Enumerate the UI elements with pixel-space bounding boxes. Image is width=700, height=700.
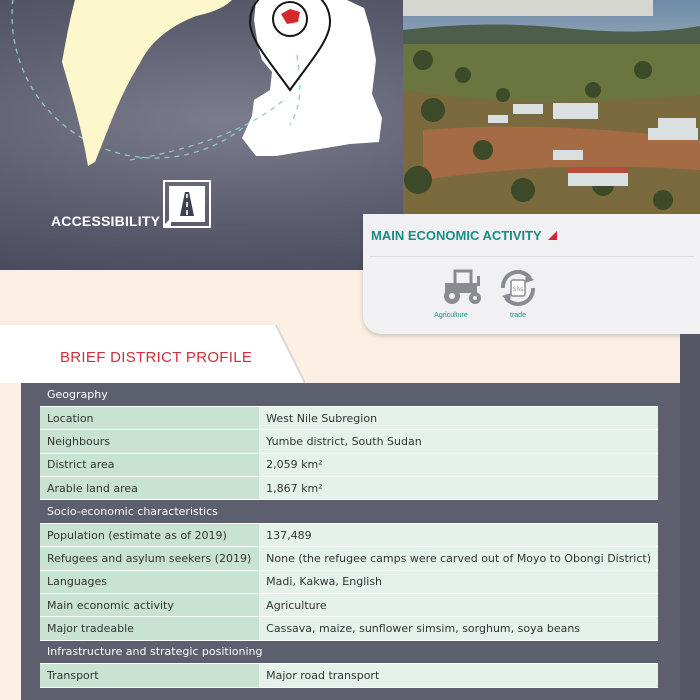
- row-value: Cassava, maize, sunflower simsim, sorghum, soya beans: [259, 617, 658, 640]
- divider: [369, 256, 694, 257]
- right-edge-band: [680, 334, 700, 700]
- section-header-row: [40, 383, 658, 406]
- row-value: Agriculture: [259, 594, 658, 617]
- row-label: Neighbours: [40, 430, 259, 453]
- section-header: Infrastructure and strategic positioning: [40, 640, 658, 663]
- row-label: District area: [40, 453, 259, 476]
- row-value: 1,867 km²: [259, 477, 658, 500]
- economic-activity-title: [371, 228, 557, 243]
- row-label: Major tradeable: [40, 617, 259, 640]
- row-value: Yumbe district, South Sudan: [259, 430, 658, 453]
- table-row: [40, 547, 658, 570]
- table-row: [40, 477, 658, 500]
- row-label: Transport: [40, 664, 259, 687]
- table-row: [40, 406, 658, 429]
- row-label: Arable land area: [40, 477, 259, 500]
- road-glyph: [169, 186, 205, 222]
- row-value: Major road transport: [259, 664, 658, 687]
- section-header: Socio-economic characteristics: [40, 500, 658, 523]
- trade-icon: [497, 267, 539, 314]
- district-aerial-photo: [403, 0, 700, 214]
- road-icon: [163, 180, 211, 228]
- location-map: [0, 0, 403, 270]
- row-value: Madi, Kakwa, English: [259, 570, 658, 593]
- tractor-icon: [441, 268, 485, 311]
- table-row: [40, 664, 658, 687]
- row-label: Population (estimate as of 2019): [40, 523, 259, 546]
- economic-activity-title-text: MAIN ECONOMIC ACTIVITY: [371, 228, 542, 243]
- district-profile-table: [40, 383, 658, 688]
- photo-caption-bar: [403, 0, 653, 16]
- row-value: West Nile Subregion: [259, 406, 658, 429]
- section-header-row: [40, 640, 658, 663]
- section-header-row: [40, 500, 658, 523]
- accessibility-text: ACCESSIBILITY: [51, 213, 161, 229]
- table-row: [40, 617, 658, 640]
- row-value: 2,059 km²: [259, 453, 658, 476]
- economic-activity-card: [363, 214, 700, 334]
- section-header: Geography: [40, 383, 658, 406]
- row-label: Refugees and asylum seekers (2019): [40, 547, 259, 570]
- svg-text:Shs: Shs: [512, 286, 524, 293]
- accessibility-label: [51, 213, 171, 229]
- row-label: Languages: [40, 570, 259, 593]
- district-map: [62, 0, 232, 166]
- table-row: [40, 453, 658, 476]
- table-row: [40, 523, 658, 546]
- table-row: [40, 430, 658, 453]
- triangle-marker-icon: [548, 231, 557, 240]
- row-value: 137,489: [259, 523, 658, 546]
- row-label: Location: [40, 406, 259, 429]
- profile-title: BRIEF DISTRICT PROFILE: [60, 349, 253, 366]
- table-row: [40, 594, 658, 617]
- table-row: [40, 570, 658, 593]
- row-label: Main economic activity: [40, 594, 259, 617]
- trade-label: trade: [510, 312, 526, 319]
- country-map: [242, 0, 382, 156]
- agriculture-label: Agriculture: [434, 312, 468, 319]
- profile-table-container: [21, 383, 680, 700]
- row-value: None (the refugee camps were carved out of Moyo to Obongi District): [259, 547, 658, 570]
